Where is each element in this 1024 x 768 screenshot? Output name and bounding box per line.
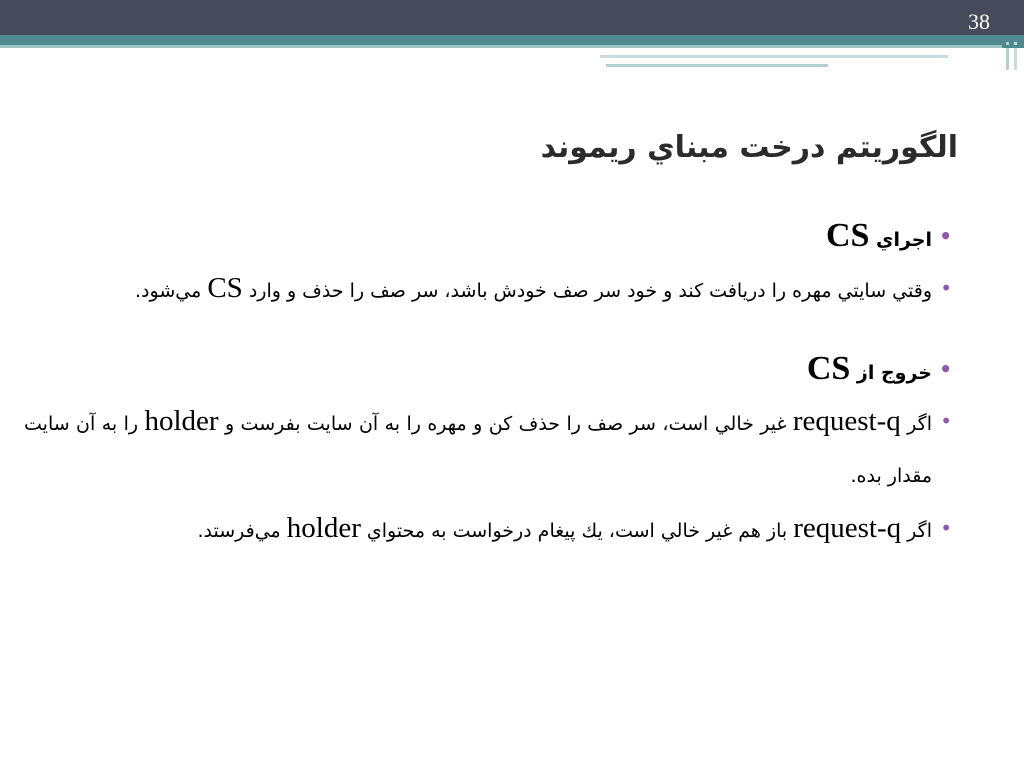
bullet-dot-icon: • <box>940 409 952 433</box>
bullet-item <box>24 395 952 502</box>
bullet-dot-icon: • <box>940 516 952 540</box>
bullet-text: اجراي <box>869 229 932 251</box>
bullet-text: خروج از <box>850 362 932 384</box>
bullet-text: وقتي سايتي مهره را دريافت كند و خود سر صف خودش باشد، سر صف را حذف و وارد <box>242 280 932 302</box>
bullet-latin-text: CS <box>825 217 870 254</box>
bullet-text: مي‌شود. <box>135 280 208 302</box>
bullet-item <box>24 214 952 262</box>
bullet-text: را به آن سايت مقدار بده. <box>24 413 932 487</box>
bullet-dot-icon: • <box>939 224 952 248</box>
bullet-latin-text: CS <box>207 272 243 304</box>
bullet-item <box>24 262 952 317</box>
decorative-line <box>606 64 828 67</box>
bullet-item <box>24 502 952 557</box>
slide-title: الگوريتم درخت مبناي ريموند <box>540 130 958 165</box>
decorative-line <box>1002 45 1024 48</box>
bullet-text: باز هم غير خالي است، يك پيغام درخواست به محتواي <box>360 520 794 542</box>
bullet-text: مي‌فرستد. <box>197 520 287 542</box>
bullet-text: اگر <box>901 520 932 542</box>
bullet-latin-text: holder <box>144 405 219 437</box>
decorative-line <box>0 48 826 50</box>
bullet-text: غير خالي است، سر صف را حذف كن و مهره را به آن سايت بفرست و <box>218 413 793 435</box>
bullet-latin-text: holder <box>286 512 361 544</box>
decorative-line <box>0 35 1024 45</box>
header-band <box>0 0 1024 35</box>
bullet-latin-text: request-q <box>793 512 902 544</box>
decorative-line <box>600 55 948 58</box>
bullet-latin-text: CS <box>806 350 851 387</box>
slide-number: 38 <box>968 9 990 34</box>
bullet-text: اگر <box>900 413 932 435</box>
bullet-dot-icon: • <box>940 276 952 300</box>
slide-content <box>24 214 952 557</box>
bullet-dot-icon: • <box>939 357 952 381</box>
bullet-item <box>24 347 952 395</box>
bullet-latin-text: request-q <box>792 405 901 437</box>
